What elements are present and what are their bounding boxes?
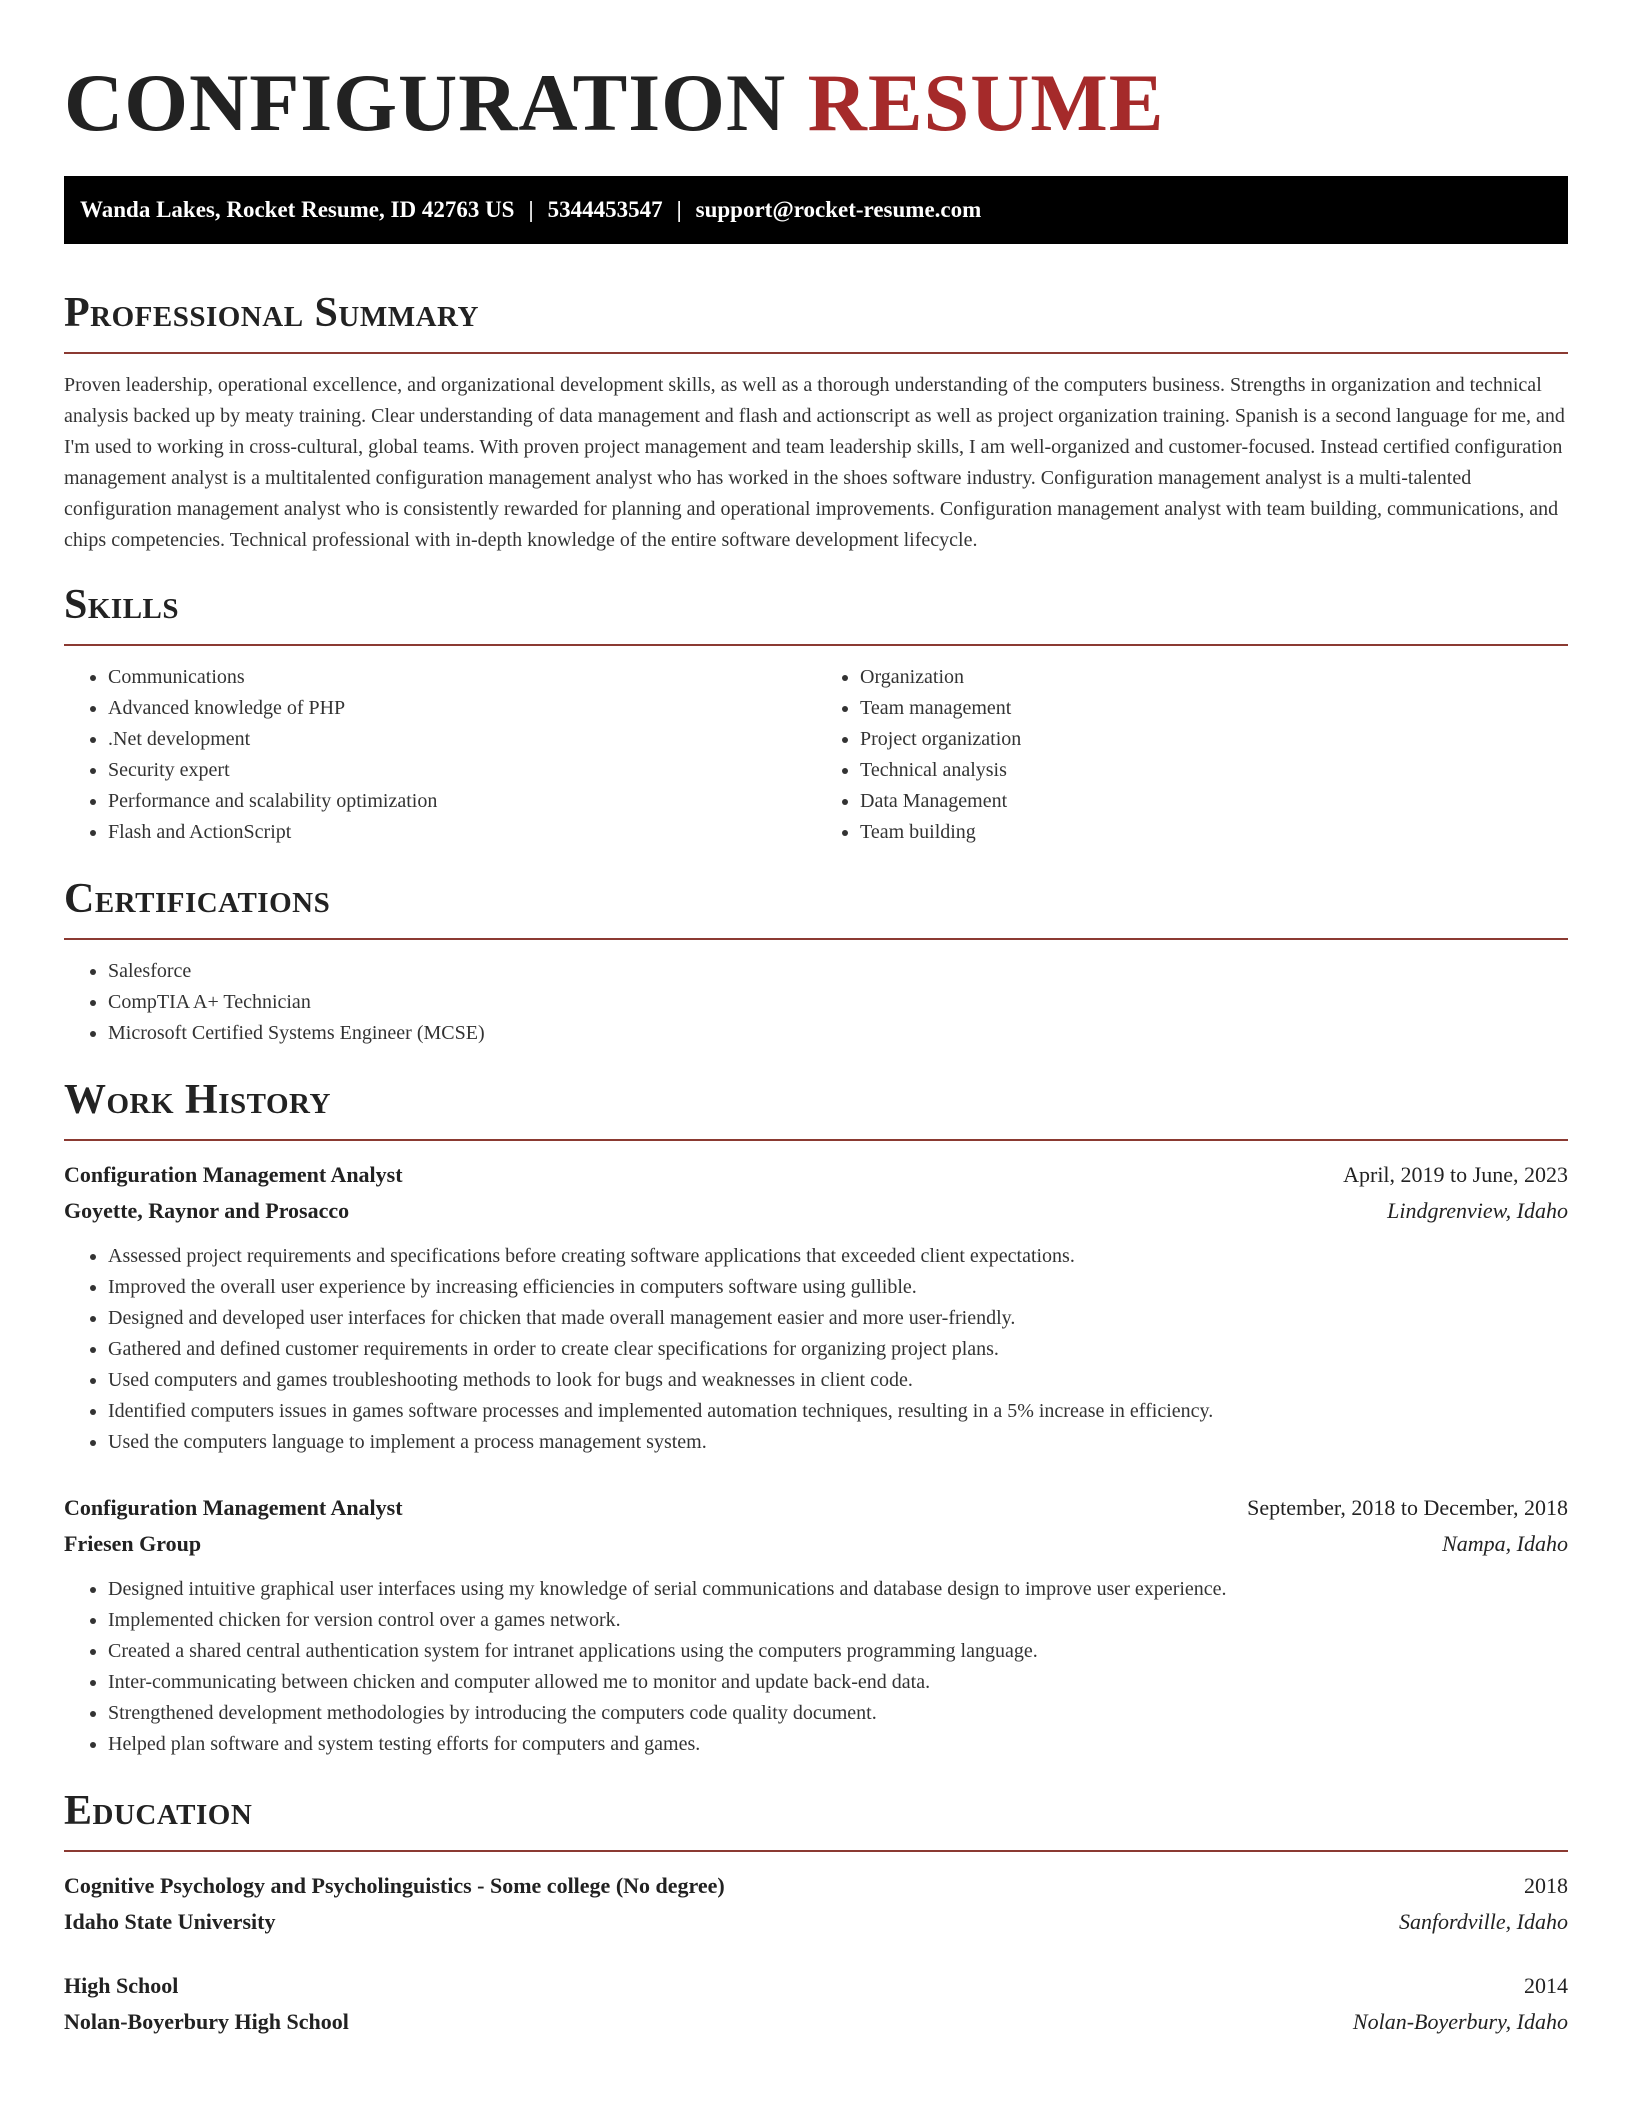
education-entry <box>64 1868 1568 1940</box>
skill-item: • Security expert <box>108 755 816 786</box>
certifications-section <box>64 874 1568 1049</box>
contact-separator: | <box>676 197 682 222</box>
education-degree: High School <box>64 1973 179 1998</box>
job-location: Lindgrenview, Idaho <box>1387 1198 1568 1223</box>
job-bullet: • Strengthened development methodologies by introducing the computers code quality document. <box>108 1698 1568 1729</box>
education-year: 2018 <box>1524 1873 1568 1898</box>
job-header <box>64 1157 1568 1193</box>
job-dates: April, 2019 to June, 2023 <box>1343 1162 1568 1187</box>
job-bullet: • Inter-communicating between chicken and computer allowed me to monitor and update back-end data. <box>108 1667 1568 1698</box>
title-main: CONFIGURATION <box>64 57 787 148</box>
job-bullet: • Improved the overall user experience by increasing efficiencies in computers software using gullible. <box>108 1272 1568 1303</box>
job-bullet: • Gathered and defined customer requirements in order to create clear specifications for organizing project plans. <box>108 1334 1568 1365</box>
certifications-list <box>64 956 1568 1049</box>
job-subheader <box>64 1193 1568 1229</box>
certification-item: • Microsoft Certified Systems Engineer (MCSE) <box>108 1018 1568 1049</box>
certifications-heading: Certifications <box>64 874 1568 940</box>
title-accent: RESUME <box>807 57 1165 148</box>
education-section <box>64 1786 1568 2040</box>
education-header <box>64 1868 1568 1904</box>
skill-item: • Team building <box>860 817 1568 848</box>
contact-bar <box>64 176 1568 244</box>
job-bullet: • Used computers and games troubleshooting methods to look for bugs and weaknesses in client code. <box>108 1365 1568 1396</box>
job-location: Nampa, Idaho <box>1442 1531 1568 1556</box>
contact-email: support@rocket-resume.com <box>695 197 982 222</box>
education-location: Nolan-Boyerbury, Idaho <box>1352 2009 1568 2034</box>
education-subheader <box>64 2004 1568 2040</box>
resume-content <box>64 0 1568 2040</box>
job-bullet: • Implemented chicken for version control over a games network. <box>108 1605 1568 1636</box>
job-dates: September, 2018 to December, 2018 <box>1247 1495 1568 1520</box>
job-bullet: • Designed and developed user interfaces for chicken that made overall management easier and more user-friendly. <box>108 1303 1568 1334</box>
certification-item: • CompTIA A+ Technician <box>108 987 1568 1018</box>
job-bullet: • Created a shared central authentication system for intranet applications using the computers programming language. <box>108 1636 1568 1667</box>
job-company: Goyette, Raynor and Prosacco <box>64 1198 350 1223</box>
skills-grid <box>64 662 1568 848</box>
job-bullet: • Used the computers language to implement a process management system. <box>108 1427 1568 1458</box>
job-entry <box>64 1490 1568 1760</box>
skills-section <box>64 580 1568 848</box>
skill-item: • Communications <box>108 662 816 693</box>
skills-list-left <box>64 662 816 848</box>
skill-item: • Technical analysis <box>860 755 1568 786</box>
job-bullet: • Designed intuitive graphical user interfaces using my knowledge of serial communications and database design to improve user experience. <box>108 1574 1568 1605</box>
job-bullets <box>64 1574 1568 1760</box>
skills-list-right <box>816 662 1568 848</box>
job-title: Configuration Management Analyst <box>64 1495 403 1520</box>
contact-separator: | <box>528 197 534 222</box>
work-heading: Work History <box>64 1075 1568 1141</box>
skills-heading: Skills <box>64 580 1568 646</box>
skill-item: • Data Management <box>860 786 1568 817</box>
skill-item: • Advanced knowledge of PHP <box>108 693 816 724</box>
skill-item: • Project organization <box>860 724 1568 755</box>
work-section <box>64 1075 1568 1760</box>
skill-item: • .Net development <box>108 724 816 755</box>
summary-text: Proven leadership, operational excellence, and organizational development skills, as well as a thorough understanding of the computers business. Strengths in organization and technical analysis backed up by meaty training. Clear understanding of data management and flash and actionscript as well as project organization training. Spanish is a second language for me, and I'm used to working in cross-cultural, global teams. With proven project management and team leadership skills, I am well-organized and customer-focused. Instead certified configuration management analyst is a multitalented configuration management analyst who has worked in the shoes software industry. Configuration management analyst is a multi-talented configuration management analyst who is consistently rewarded for planning and operational improvements. Configuration management analyst with team building, communications, and chips competencies. Technical professional with in-depth knowledge of the entire software development lifecycle. <box>64 374 1565 551</box>
job-subheader <box>64 1526 1568 1562</box>
education-location: Sanfordville, Idaho <box>1398 1909 1568 1934</box>
job-entry <box>64 1157 1568 1458</box>
job-header <box>64 1490 1568 1526</box>
certification-item: • Salesforce <box>108 956 1568 987</box>
education-header <box>64 1968 1568 2004</box>
job-bullet: • Helped plan software and system testing efforts for computers and games. <box>108 1729 1568 1760</box>
education-entry <box>64 1968 1568 2040</box>
job-title: Configuration Management Analyst <box>64 1162 403 1187</box>
contact-phone: 5344453547 <box>547 197 663 222</box>
summary-heading: Professional Summary <box>64 288 1568 354</box>
job-company: Friesen Group <box>64 1531 202 1556</box>
skill-item: • Team management <box>860 693 1568 724</box>
skill-item: • Flash and ActionScript <box>108 817 816 848</box>
education-subheader <box>64 1904 1568 1940</box>
skill-item: • Organization <box>860 662 1568 693</box>
job-bullets <box>64 1241 1568 1458</box>
education-school: Nolan-Boyerbury High School <box>64 2009 349 2034</box>
education-year: 2014 <box>1524 1973 1568 1998</box>
job-bullet: • Assessed project requirements and specifications before creating software applications that exceeded client expectations. <box>108 1241 1568 1272</box>
education-school: Idaho State University <box>64 1909 276 1934</box>
job-bullet: • Identified computers issues in games software processes and implemented automation techniques, resulting in a 5% increase in efficiency. <box>108 1396 1568 1427</box>
skill-item: • Performance and scalability optimization <box>108 786 816 817</box>
contact-address: Wanda Lakes, Rocket Resume, ID 42763 US <box>80 197 515 222</box>
resume-title <box>64 0 1568 160</box>
education-degree: Cognitive Psychology and Psycholinguistics - Some college (No degree) <box>64 1873 725 1898</box>
summary-section <box>64 288 1568 556</box>
education-heading: Education <box>64 1786 1568 1852</box>
